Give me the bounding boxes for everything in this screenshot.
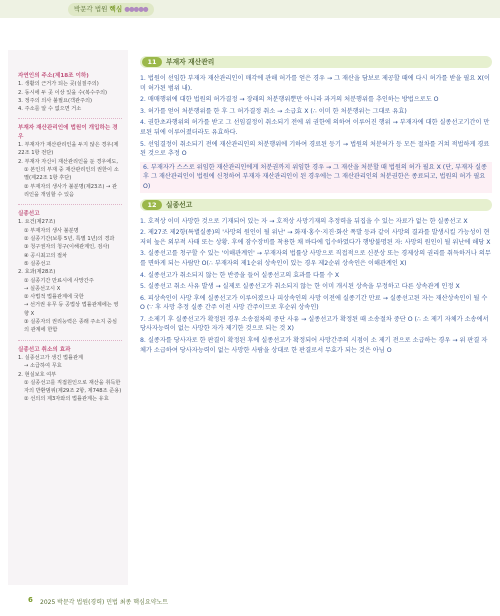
list-item [140, 140, 492, 159]
list-item [140, 271, 492, 281]
item-text: 실종자를 당사자로 한 판결이 확정된 후에 실종선고가 확정되어 사망간주의 시점이 소 제기 전으로 소급하는 경우 → 위 판결 자체가 소급하여 당사자능력이 없는 사망한 사람을 상대로 한 판결로서 무효가 되는 것은 아님 O [140, 337, 488, 354]
item-text: 실종선고를 청구할 수 있는 '이해관계인' → 부재자의 법률상 사망으로 직접적으로 신분상 또는 경제상의 권리를 취득하거나 의무를 면하게 되는 사람만 O(∴ 부재자의 제1순위 상속인이 있는 경우 제2순위 상속인은 이해관계인 X) [140, 250, 491, 267]
item-text: 소제기 후 실종선고가 확정된 경우 소송절차의 중단 사유 → 실종선고가 확정된 때 소송절차 중단 O (∴ 소 제기 자체가 소송에서 당사자능력이 없는 사망한 자가 제기한 것으로 되는 것 X) [140, 315, 489, 333]
sidebar-item: 2. 동시에 두 곳 이상 있을 수(복수주의) [18, 89, 108, 96]
item-number: 3. [140, 107, 146, 115]
item-text: 호적상 이미 사망한 것으로 기재되어 있는 자 → 호적상 사망기재의 추정력을 뒤집을 수 있는 자료가 없는 한 실종선고 X [147, 217, 468, 225]
section-number: 11 [142, 57, 162, 67]
section-title: 실종선고 [166, 200, 193, 209]
sidebar-item: → 실종선고시 X [24, 285, 61, 292]
sidebar-group-title: 자연인의 주소(제18조 이하) [18, 73, 89, 79]
footer-text: 2025 박문각 법원(경력) 민법 최종 핵심요약노트 [40, 599, 169, 606]
list-item [140, 74, 492, 93]
list-item [140, 249, 492, 268]
header-label-pill [68, 3, 154, 16]
item-number: 5. [140, 140, 146, 148]
sidebar-item: ⑤ 실종선고 [24, 260, 51, 267]
list-item [140, 107, 492, 117]
sidebar-item: 1. 실종선고가 생긴 법률관계 [18, 354, 84, 361]
sidebar-item: 3. 정주의 의사 불필요(객관주의) [18, 97, 93, 104]
item-number: 1. [140, 75, 146, 82]
sidebar-item: 2. 효과(제28조) [18, 269, 56, 276]
sidebar-item: ③ 실종자의 권리능력은 종래 주소지 중심의 관계에 한함 [24, 319, 118, 334]
sidebar-item: 4. 주소를 알 수 없으면 거소 [18, 106, 82, 113]
item-text: 법원이 선임한 부재자 재산관리인이 매각에 관해 허가를 얻은 경우 → 그 재산을 담보로 제공할 때에 다시 허가를 받을 필요 X(이미 허가된 범위 내). [140, 75, 490, 92]
item-number: 1. [140, 217, 146, 225]
section-title: 부재자 재산관리 [166, 58, 215, 66]
item-number: 5. [140, 283, 146, 291]
sidebar-item: → 선거권 유무 등 공법상 법률관계에는 영향 X [24, 302, 119, 317]
item-number: 4. [140, 271, 146, 279]
main-content [140, 56, 492, 357]
sidebar-summary [8, 50, 128, 585]
list-item [140, 282, 492, 292]
sidebar-item: ② 사법적 법률관계에 국한 [24, 294, 84, 301]
sidebar-item: ① 실종기간 만료시에 사망간주 [24, 277, 94, 284]
item-text: 실종선고가 취소되지 않는 한 반증을 들어 실종선고의 효과를 다툴 수 X [147, 271, 340, 279]
item-text: 선임결정이 취소되기 전에 재산관리인의 처분행위에 기하여 경료된 등기 → 법원의 처분허가 등 모든 절차를 거쳐 적법하게 경료된 것으로 추정 O [140, 140, 490, 158]
item-number: 2. [140, 96, 146, 104]
sidebar-divider [18, 204, 122, 205]
sidebar-item: ① 실종선고를 직접원인으로 재산을 취득한 자의 반환범위(제29조 2항, 제748조 준용) [24, 379, 122, 395]
sidebar-content [18, 68, 122, 404]
sidebar-item: ① 본인의 부재 중 재산관리인의 권한이 소멸(제22조 1항 후단) [24, 166, 119, 182]
sidebar-item: ② 실종기간(보통 5년, 특별 1년)의 경과 [24, 236, 115, 243]
item-text: 매매행위에 대한 법원의 허가결정 → 장래의 처분행위뿐만 아니라 과거의 처분행위를 추인하는 방법으로도 O [147, 96, 439, 104]
item-text: 권한초과행위의 허가를 받고 그 선임결정이 취소되기 전에 위 권한에 의하여 이루어진 행위 → 부재자에 대한 실종선고기간이 만료된 뒤에 이루어졌더라도 유효하다. [140, 119, 490, 136]
item-number: 3. [140, 250, 146, 258]
header-label: 박문각 법원 [74, 5, 108, 13]
list-item [140, 162, 492, 193]
list-item [140, 118, 492, 137]
sidebar-item: 2. 부재자 자신이 재산관리인을 둔 경우에도, [18, 158, 119, 165]
header-mark: 핵심 [109, 5, 123, 13]
sidebar-item: ① 부재자의 생사 불분명 [24, 227, 79, 234]
page-header [0, 0, 500, 24]
sidebar-item: ② 선의의 제3자와의 법률관계는 유효 [24, 396, 109, 403]
item-number: 6. [143, 163, 149, 171]
sidebar-item: 1. 요건(제27조) [18, 219, 56, 226]
sidebar-divider [18, 340, 122, 341]
item-number: 6. [140, 294, 146, 302]
item-text: 피상속인이 사망 후에 실종선고가 이루어졌으나 피상속인의 사망 이전에 실종기간 만료 → 실종선고된 자는 재산상속인이 될 수 O (∵ 후 사망 추정 실종 간주 이전 사망 간주이므로 후순위 상속인) [140, 294, 488, 312]
list-item [140, 217, 492, 227]
sidebar-item: ③ 청구권자의 청구(이해관계인, 검사) [24, 244, 110, 251]
section-header [140, 56, 492, 68]
sidebar-item: 1. 부재자가 재산관리인을 두지 않은 경우(제22조 1항 전단) [18, 142, 119, 157]
sidebar-item: 1. 생활의 근거가 되는 곳(실질주의) [18, 81, 99, 88]
item-number: 2. [140, 229, 146, 237]
item-text: 부재자가 스스로 위임한 재산관리인에게 처분권까지 위임한 경우 → 그 재산을 처분할 때 법원의 허가 필요 X (단, 부재자 실종 후 그 재산관리인이 법원에 신청하여 부재자 재산관리인이 된 경우에는 그 재산관리인의 처분권한은 종료되고, 법원의 허가 필요 O) [143, 163, 487, 190]
sidebar-item: → 소급하여 무효 [24, 363, 62, 370]
item-number: 7. [140, 315, 146, 323]
list-item [140, 228, 492, 247]
item-text: 허가를 얻어 처분행위를 한 후 그 허가결정 취소 → 소급효 X (∴ 이미 한 처분행위는 그대로 유효) [147, 107, 407, 115]
sidebar-group-title: 실종선고 [18, 211, 40, 218]
sidebar-item: ② 부재자의 생사가 불분명(제23조) → 관리인을 개임할 수 있음 [24, 183, 118, 198]
item-number: 8. [140, 337, 146, 345]
list-item [140, 315, 492, 334]
sidebar-item: ④ 공시최고의 절차 [24, 252, 68, 259]
page-number: 6 [28, 596, 33, 604]
item-number: 4. [140, 119, 146, 127]
sidebar-item: 2. 현실보호 여부 [18, 371, 57, 378]
sidebar-group-title: 실종선고 취소의 효과 [18, 346, 71, 353]
sidebar-divider [18, 118, 122, 119]
sidebar-group-title: 부재자 재산관리인에 법원이 개입하는 경우 [18, 125, 118, 140]
list-item [140, 336, 492, 355]
section-number: 12 [142, 200, 162, 210]
list-item [140, 95, 492, 105]
header-dots: ●●●●● [124, 5, 148, 13]
list-item [140, 294, 492, 313]
item-text: 제27조 제2항(특별실종)의 '사망의 원인이 될 위난' → 화재·홍수·지진·화산 폭발 등과 같이 사망의 결과를 발생시킬 가능성이 현저히 높은 외부적 사태 또는 상황. 후에 잠수장비를 착용한 채 바다에 입수하였다가 행방불명된 자: 사망의 원인이 될 위난에 해당 X [140, 229, 491, 246]
item-text: 실종선고 취소 사유 발생 → 실제로 실종선고가 취소되지 않는 한 이미 개시된 상속을 부정하고 다른 상속관계 인정 X [147, 283, 460, 291]
section-header [140, 199, 492, 211]
